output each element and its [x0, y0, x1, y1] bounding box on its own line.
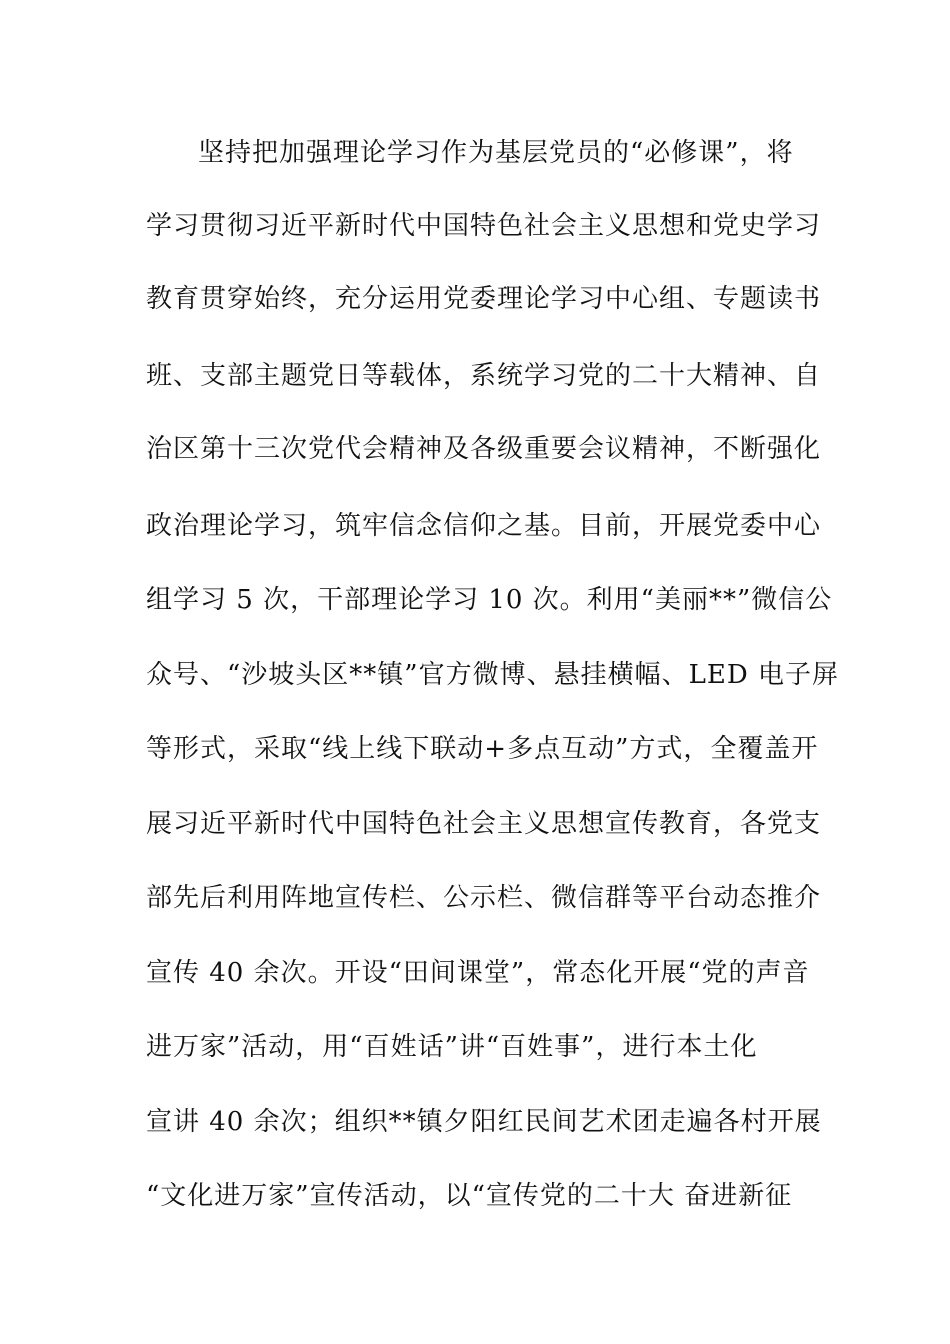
paragraph-line: 宣讲 40 余次；组织**镇夕阳红民间艺术团走遍各村开展	[146, 1107, 822, 1137]
paragraph-line: 政治理论学习，筑牢信念信仰之基。目前，开展党委中心	[146, 511, 822, 541]
paragraph-line: 众号、“沙坡头区**镇”官方微博、悬挂横幅、LED 电子屏	[146, 660, 839, 690]
paragraph-line: “文化进万家”宣传活动，以“宣传党的二十大 奋进新征	[146, 1181, 793, 1211]
paragraph-line: 进万家”活动，用“百姓话”讲“百姓事”，进行本土化	[146, 1032, 758, 1062]
paragraph-line: 展习近平新时代中国特色社会主义思想宣传教育，各党支	[146, 809, 822, 839]
paragraph-line: 治区第十三次党代会精神及各级重要会议精神，不断强化	[146, 434, 822, 464]
paragraph-line: 宣传 40 余次。开设“田间课堂”，常态化开展“党的声音	[146, 958, 810, 988]
paragraph-line: 教育贯穿始终，充分运用党委理论学习中心组、专题读书	[146, 284, 822, 314]
paragraph-line: 部先后利用阵地宣传栏、公示栏、微信群等平台动态推介	[146, 883, 822, 913]
paragraph-line: 学习贯彻习近平新时代中国特色社会主义思想和党史学习	[146, 211, 822, 241]
paragraph-line: 等形式，采取“线上线下联动+多点互动”方式，全覆盖开	[146, 734, 819, 764]
paragraph-line: 班、支部主题党日等载体，系统学习党的二十大精神、自	[146, 361, 822, 391]
paragraph-line: 组学习 5 次，干部理论学习 10 次。利用“美丽**”微信公	[146, 585, 833, 615]
paragraph-line: 坚持把加强理论学习作为基层党员的“必修课”，将	[198, 138, 794, 168]
